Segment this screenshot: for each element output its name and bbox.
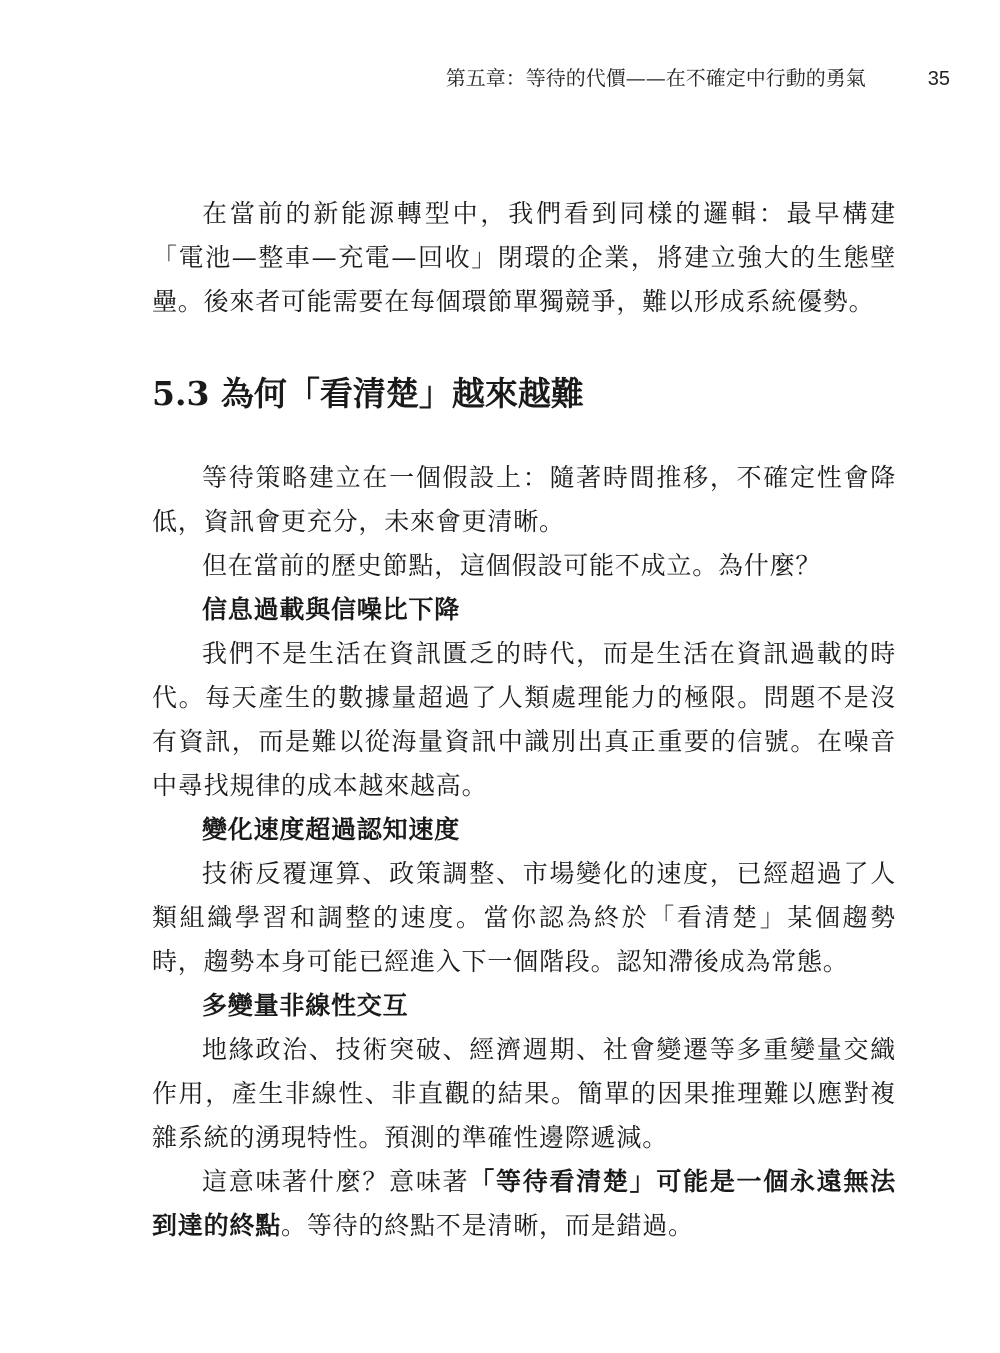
intro-paragraph: 在當前的新能源轉型中，我們看到同樣的邏輯：最早構建「電池—整車—充電—回收」閉環的企業，將建立強大的生態壁壘。後來者可能需要在每個環節單獨競爭，難以形成系統優勢。 xyxy=(152,199,896,316)
closing-tail: 。等待的終點不是清晰，而是錯過。 xyxy=(281,1211,694,1240)
closing-paragraph xyxy=(152,1160,896,1248)
paragraph-assumption: 等待策略建立在一個假設上：隨著時間推移，不確定性會降低，資訊會更充分，未來會更清晰。 xyxy=(152,463,896,536)
subheading-change-speed: 變化速度超過認知速度 xyxy=(202,815,461,844)
paragraph-change-speed: 技術反覆運算、政策調整、市場變化的速度，已經超過了人類組織學習和調整的速度。當你認為終於「看清楚」某個趨勢時，趨勢本身可能已經進入下一個階段。認知滯後成為常態。 xyxy=(152,859,896,976)
paragraph-nonlinear: 地緣政治、技術突破、經濟週期、社會變遷等多重變量交織作用，產生非線性、非直觀的結果。簡單的因果推理難以應對複雜系統的湧現特性。預測的準確性邊際遞減。 xyxy=(152,1035,896,1152)
closing-lead: 這意味著什麼？意味著 xyxy=(202,1167,470,1196)
section-heading: 5.3 為何「看清楚」越來越難 xyxy=(152,374,584,413)
chapter-title: 第五章：等待的代價——在不確定中行動的勇氣 xyxy=(445,66,866,90)
paragraph-question: 但在當前的歷史節點，這個假設可能不成立。為什麼？ xyxy=(202,551,822,580)
closing-emphasis: 「等待看清楚」可能是一個永遠無法到達的終點 xyxy=(152,1167,896,1240)
page-number: 35 xyxy=(927,68,950,90)
paragraph-information-overload: 我們不是生活在資訊匱乏的時代，而是生活在資訊過載的時代。每天產生的數據量超過了人類處理能力的極限。問題不是沒有資訊，而是難以從海量資訊中識別出真正重要的信號。在噪音中尋找規律的成本越來越高。 xyxy=(152,639,896,800)
page-body xyxy=(152,192,896,1248)
running-header xyxy=(150,62,950,91)
subheading-nonlinear: 多變量非線性交互 xyxy=(202,991,409,1020)
subheading-information-overload: 信息過載與信噪比下降 xyxy=(202,595,461,624)
